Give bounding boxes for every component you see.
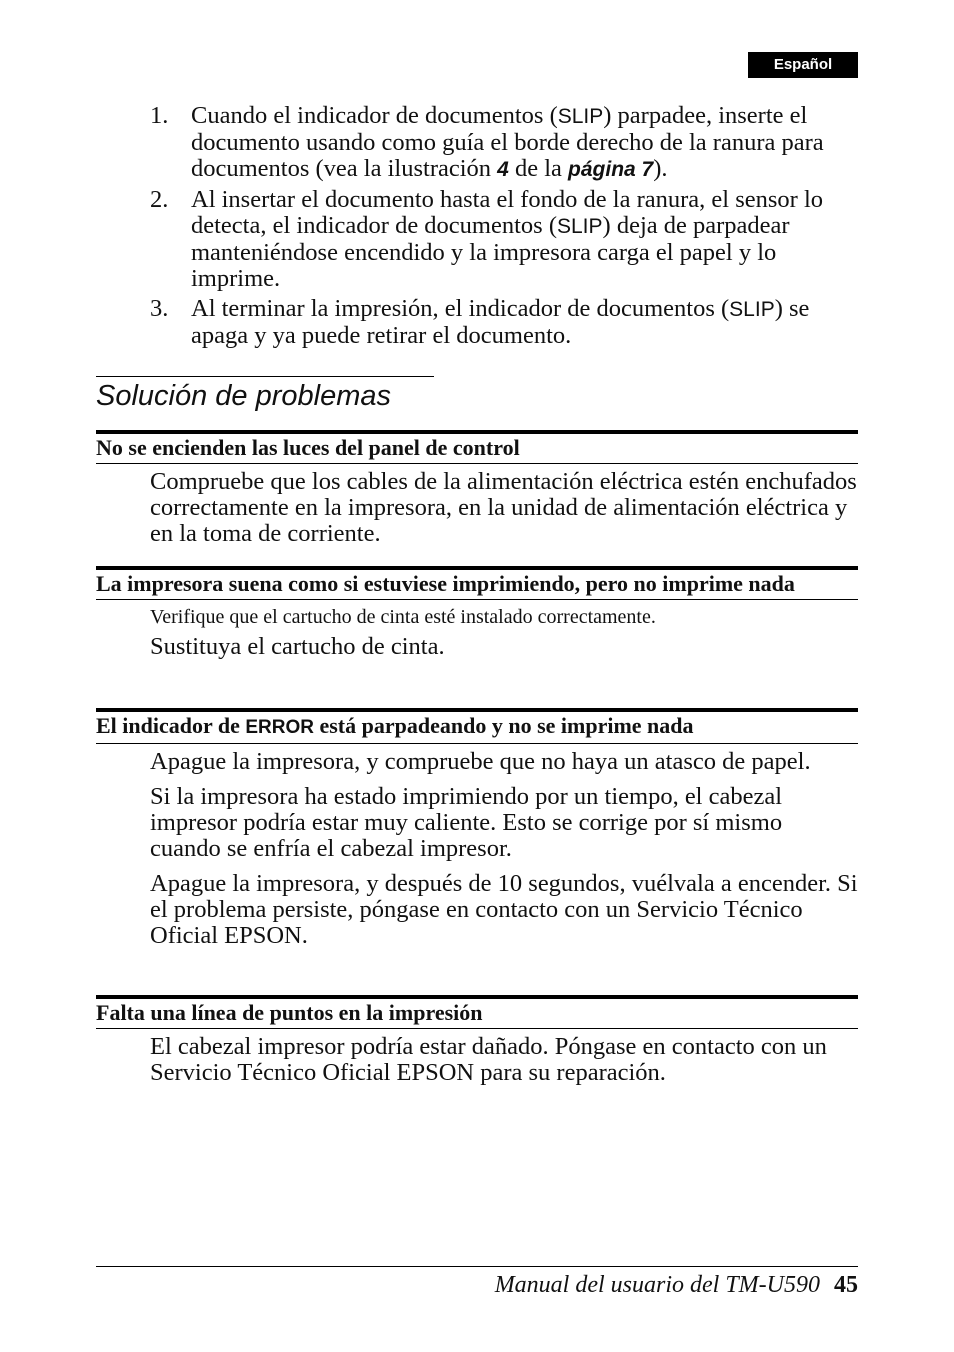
problem-body	[96, 600, 858, 660]
step-number: 3.	[150, 295, 169, 322]
language-badge: Español	[748, 52, 858, 78]
problem-section	[96, 995, 858, 1086]
footer-divider	[96, 1266, 858, 1267]
step-text: Al terminar la impresión, el indicador de documentos (	[191, 295, 730, 322]
solution-paragraph: Sustituya el cartucho de cinta.	[150, 633, 445, 660]
step-number: 1.	[150, 102, 169, 129]
error-label: ERROR	[245, 717, 314, 738]
step-text: ) se apaga y ya puede retirar el documento.	[191, 295, 810, 349]
step-item	[150, 187, 860, 292]
problem-section	[96, 708, 858, 949]
page-footer	[495, 1270, 858, 1300]
step-item	[150, 103, 860, 183]
manual-title: Manual del usuario del TM-U590	[494, 1272, 820, 1298]
step-text: ) parpadee, inserte el documento usando como guía el borde derecho de la ranura para documentos (vea la ilustración	[191, 102, 824, 182]
problem-section	[96, 566, 858, 660]
step-text: ) deja de parpadear manteniéndose encendido y la impresora carga el papel y lo imprime.	[191, 212, 790, 292]
heading-text: está parpadeando y no se imprime nada	[313, 713, 694, 738]
page-number: 45	[834, 1272, 858, 1298]
page-reference: página 7	[568, 158, 654, 181]
step-item	[150, 296, 860, 349]
section-title: Solución de problemas	[96, 376, 434, 413]
figure-reference: 4	[497, 158, 509, 181]
problem-heading: La impresora suena como si estuviese imprimiendo, pero no imprime nada	[96, 566, 858, 600]
problem-heading: No se encienden las luces del panel de control	[96, 430, 858, 464]
instruction-steps	[150, 103, 860, 353]
problem-body	[96, 1029, 858, 1086]
solution-paragraph: Apague la impresora, y después de 10 segundos, vuélvala a encender. Si el problema persiste, póngase en contacto con un Servicio Técnico Oficial EPSON.	[150, 870, 858, 949]
heading-text: El indicador de	[96, 713, 246, 738]
problem-section	[96, 430, 858, 547]
slip-label: SLIP	[557, 105, 604, 128]
problem-heading: Falta una línea de puntos en la impresión	[96, 995, 858, 1029]
solution-paragraph: Compruebe que los cables de la alimentación eléctrica estén enchufados correctamente en la impresora, en la unidad de alimentación eléctrica y en la toma de corriente.	[150, 468, 857, 547]
step-text: Al insertar el documento hasta el fondo de la ranura, el sensor lo detecta, el indicador de documentos (	[191, 186, 824, 239]
problem-body	[96, 464, 858, 547]
step-number: 2.	[150, 186, 169, 213]
problem-heading	[96, 708, 858, 744]
solution-paragraph: Verifique que el cartucho de cinta esté instalado correctamente.	[150, 606, 656, 628]
step-text: de la	[508, 155, 569, 182]
step-text: ).	[653, 155, 668, 182]
slip-label: SLIP	[729, 298, 775, 321]
step-text: Cuando el indicador de documentos (	[191, 102, 558, 129]
solution-paragraph: El cabezal impresor podría estar dañado. Póngase en contacto con un Servicio Técnico Oficial EPSON para su reparación.	[150, 1033, 827, 1086]
solution-paragraph: Apague la impresora, y compruebe que no haya un atasco de papel.	[150, 748, 811, 775]
solution-paragraph: Si la impresora ha estado imprimiendo por un tiempo, el cabezal impresor podría estar muy caliente. Esto se corrige por sí mismo cuando se enfría el cabezal impresor.	[150, 783, 783, 862]
problem-body	[96, 744, 858, 949]
slip-label: SLIP	[557, 215, 603, 238]
